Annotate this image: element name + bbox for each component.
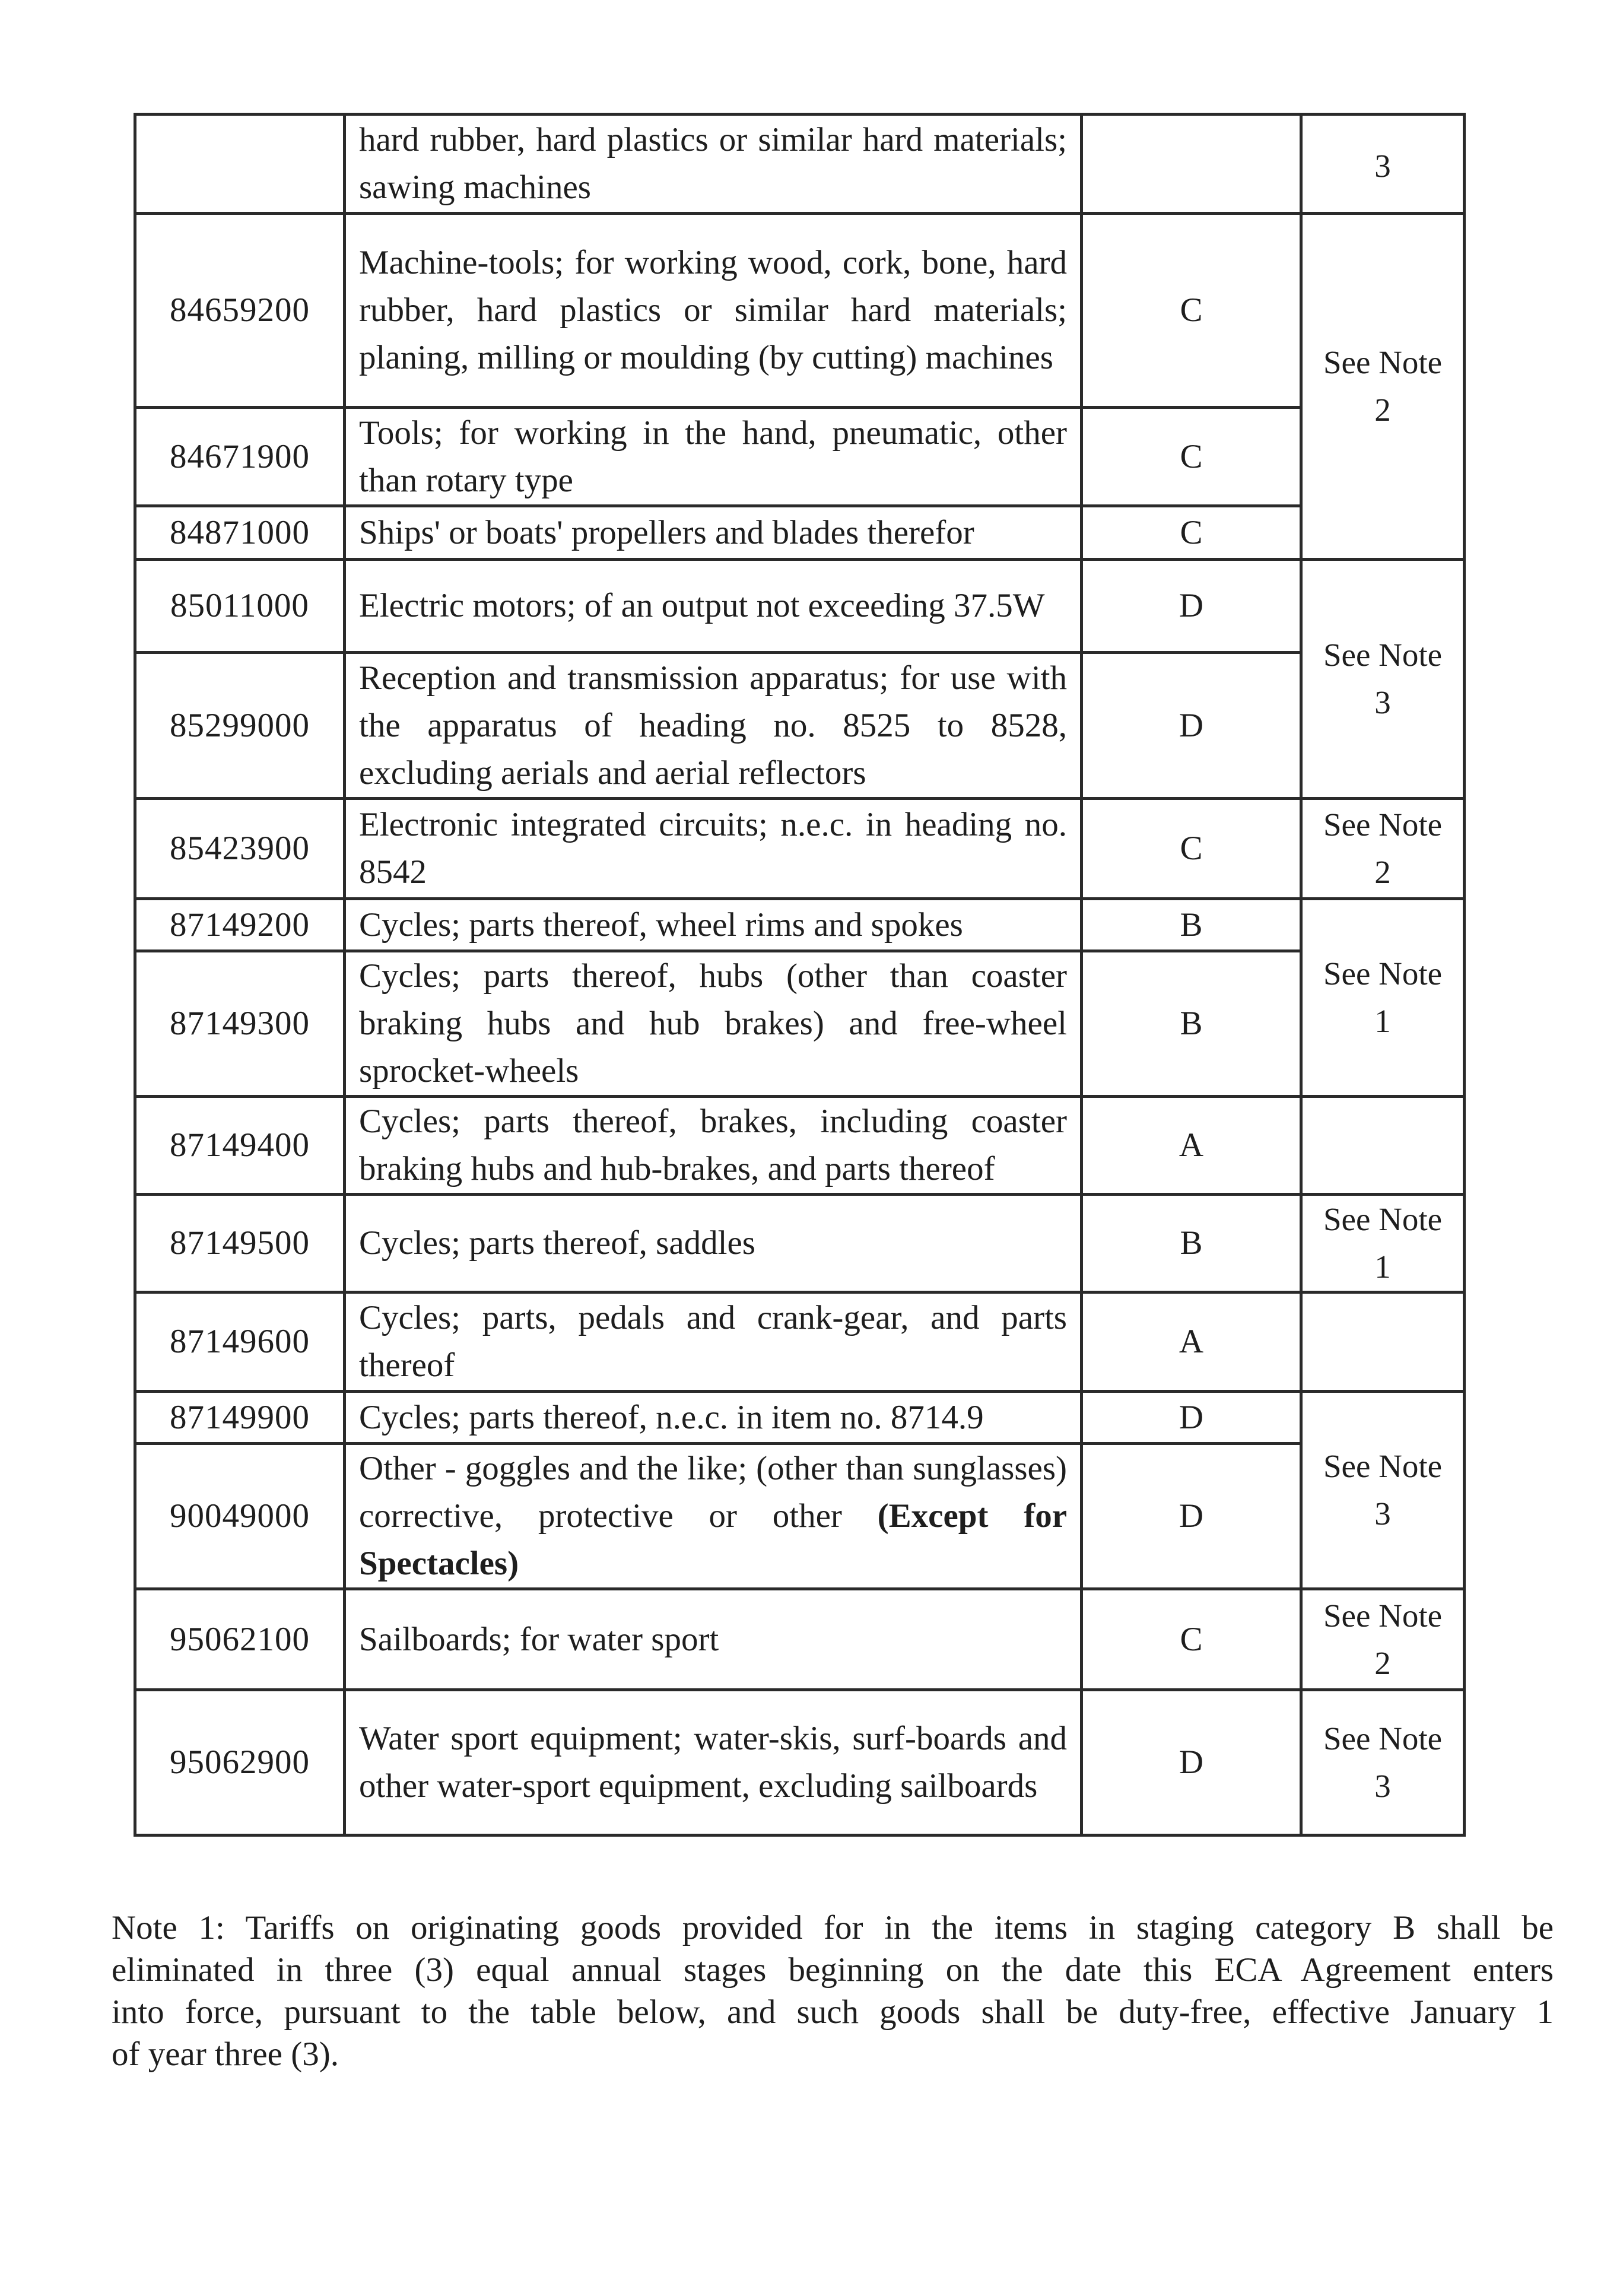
table-row [135,408,1465,506]
tariff-code-cell: 87149900 [135,1392,345,1444]
note-line: See Note [1323,955,1443,992]
note-cell-empty [1301,1097,1465,1195]
description-cell: Tools; for working in the hand, pneumatic, other than rotary type [345,408,1082,506]
description-cell: Ships' or boats' propellers and blades therefor [345,506,1082,560]
footnote-line: into force, pursuant to the table below, and such goods shall be duty-free, effective January 1 [112,1993,1554,2031]
note-number: 1 [1374,1003,1391,1039]
description-cell: Electronic integrated circuits; n.e.c. in heading no. 8542 [345,799,1082,899]
staging-category-cell: A [1082,1293,1301,1392]
table-row [135,115,1465,214]
tariff-code-cell: 87149600 [135,1293,345,1392]
note-number: 2 [1374,854,1391,890]
table-row [135,951,1465,1097]
note-line: See Note [1323,1720,1443,1757]
description-cell: Machine-tools; for working wood, cork, bone, hard rubber, hard plastics or similar hard materials; planing, milling or moulding (by cutting) machines [345,214,1082,408]
tariff-code-cell [135,115,345,214]
table-row [135,1589,1465,1690]
tariff-code-cell: 84671900 [135,408,345,506]
description-cell: hard rubber, hard plastics or similar hard materials; sawing machines [345,115,1082,214]
staging-category-cell: D [1082,1392,1301,1444]
description-cell: Electric motors; of an output not exceeding 37.5W [345,560,1082,653]
note-cell-empty [1301,1293,1465,1392]
staging-category-cell: A [1082,1097,1301,1195]
staging-category-cell [1082,115,1301,214]
note-line: See Note [1323,1448,1443,1484]
note-cell [1301,1589,1465,1690]
table-row [135,1097,1465,1195]
note-line: See Note [1323,344,1443,380]
tariff-code-cell: 95062900 [135,1690,345,1835]
note-number: 2 [1374,392,1391,428]
table-row [135,1195,1465,1293]
note-line: 3 [1374,148,1391,184]
note-cell [1301,1195,1465,1293]
table-row [135,1690,1465,1835]
description-text: Other - goggles and the like; (other than sunglasses) corrective, protective or other [359,1450,1067,1535]
description-cell: Water sport equipment; water-skis, surf-boards and other water-sport equipment, excluding sailboards [345,1690,1082,1835]
note-number: 3 [1374,1495,1391,1532]
staging-category-cell: C [1082,1589,1301,1690]
note-cell [1301,899,1465,1097]
note-number: 3 [1374,1768,1391,1804]
tariff-code-cell: 85299000 [135,653,345,799]
note-number: 3 [1374,684,1391,720]
tariff-schedule-table [134,113,1466,1837]
tariff-code-cell: 87149400 [135,1097,345,1195]
table-row [135,506,1465,560]
tariff-code-cell: 95062100 [135,1589,345,1690]
staging-category-cell: C [1082,214,1301,408]
staging-category-cell: D [1082,653,1301,799]
note-cell [1301,214,1465,560]
note-line: See Note [1323,1597,1443,1634]
staging-category-cell: D [1082,560,1301,653]
note-number: 1 [1374,1249,1391,1285]
staging-category-cell: B [1082,1195,1301,1293]
description-cell: Sailboards; for water sport [345,1589,1082,1690]
tariff-code-cell: 85011000 [135,560,345,653]
note-cell [1301,1690,1465,1835]
tariff-code-cell: 90049000 [135,1444,345,1589]
description-cell: Cycles; parts, pedals and crank-gear, and parts thereof [345,1293,1082,1392]
description-cell: Cycles; parts thereof, wheel rims and spokes [345,899,1082,951]
note-cell [1301,115,1465,214]
tariff-code-cell: 87149500 [135,1195,345,1293]
description-cell: Cycles; parts thereof, n.e.c. in item no. 8714.9 [345,1392,1082,1444]
table-row [135,1444,1465,1589]
note-cell [1301,1392,1465,1589]
description-cell: Reception and transmission apparatus; for use with the apparatus of heading no. 8525 to 8528, excluding aerials and aerial reflectors [345,653,1082,799]
description-cell: Cycles; parts thereof, saddles [345,1195,1082,1293]
note-line: See Note [1323,806,1443,843]
table-row [135,899,1465,951]
footnote-line: of year three (3). [112,2035,339,2073]
staging-category-cell: B [1082,951,1301,1097]
note-cell [1301,799,1465,899]
table-row [135,560,1465,653]
table-row [135,1392,1465,1444]
staging-category-cell: D [1082,1690,1301,1835]
footnote-paragraph [112,1907,1554,2075]
tariff-code-cell: 85423900 [135,799,345,899]
note-line: See Note [1323,637,1443,673]
tariff-code-cell: 87149300 [135,951,345,1097]
note-line: See Note [1323,1201,1443,1237]
description-cell: Cycles; parts thereof, hubs (other than coaster braking hubs and hub brakes) and free-wheel sprocket-wheels [345,951,1082,1097]
staging-category-cell: C [1082,408,1301,506]
note-cell [1301,560,1465,799]
tariff-code-cell: 84871000 [135,506,345,560]
table-row [135,799,1465,899]
footnote-line: eliminated in three (3) equal annual stages beginning on the date this ECA Agreement enters [112,1951,1554,1989]
staging-category-cell: D [1082,1444,1301,1589]
staging-category-cell: C [1082,506,1301,560]
staging-category-cell: C [1082,799,1301,899]
note-number: 2 [1374,1644,1391,1681]
description-exception: (Except for Spectacles) [359,1497,1068,1582]
table-row [135,653,1465,799]
table-row [135,214,1465,408]
tariff-code-cell: 87149200 [135,899,345,951]
table-row [135,1293,1465,1392]
description-cell [345,1444,1082,1589]
footnote-line: Note 1: Tariffs on originating goods provided for in the items in staging category B shall be [112,1909,1554,1946]
staging-category-cell: B [1082,899,1301,951]
tariff-code-cell: 84659200 [135,214,345,408]
description-cell: Cycles; parts thereof, brakes, including coaster braking hubs and hub-brakes, and parts thereof [345,1097,1082,1195]
